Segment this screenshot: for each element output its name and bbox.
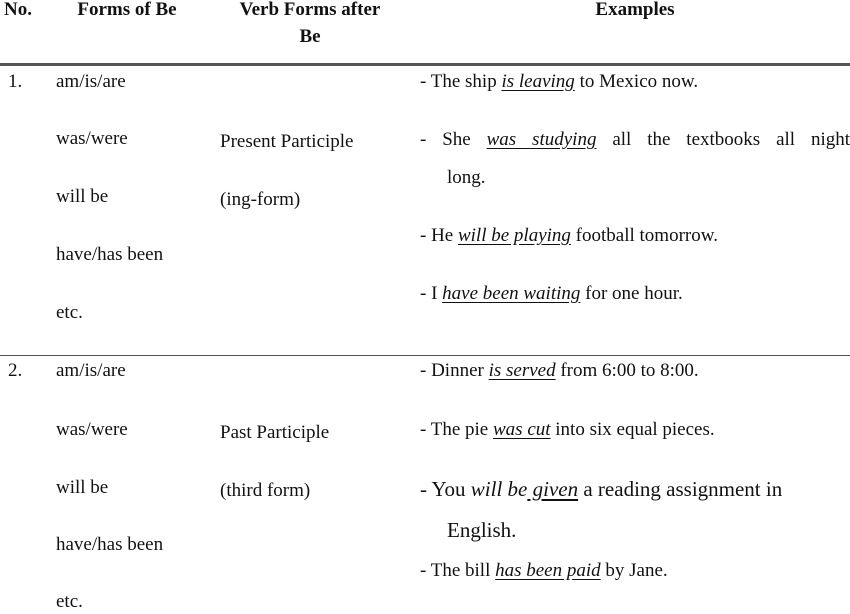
row-1-example-2: - She was studying all the textbooks all night <box>420 129 850 150</box>
row-2-verb-form-name: Past Participle <box>220 422 330 443</box>
row-2-form-1: am/is/are <box>56 360 126 381</box>
row-1-form-5: etc. <box>56 302 83 323</box>
row-2-example-3-continued: English. <box>447 518 517 542</box>
row-2-verb-form-desc: (third form) <box>220 480 311 501</box>
verb-phrase: given <box>527 477 579 501</box>
row-2-form-3: will be <box>56 477 109 498</box>
row-2-example-1: - Dinner is served from 6:00 to 8:00. <box>420 360 699 381</box>
header-forms-of-be: Forms of Be <box>77 0 177 20</box>
row-2-form-5: etc. <box>56 591 83 612</box>
row-1-example-4: - I have been waiting for one hour. <box>420 283 683 304</box>
row-2-number: 2. <box>8 360 23 381</box>
header-verb-forms-line1: Verb Forms after <box>239 0 381 20</box>
row-2-form-4: have/has been <box>56 534 164 555</box>
verb-phrase: is leaving <box>501 71 575 92</box>
row-1-form-2: was/were <box>56 128 128 149</box>
verb-phrase: will be playing <box>457 225 571 246</box>
row-1-example-2-continued: long. <box>447 167 486 188</box>
row-2-example-3: - You will be given a reading assignment in <box>420 477 783 501</box>
row-1-form-3: will be <box>56 186 109 207</box>
header-no: No. <box>4 0 32 20</box>
row-divider <box>0 355 850 356</box>
row-1-example-3: - He will be playing football tomorrow. <box>420 225 718 246</box>
header-divider <box>0 63 850 66</box>
verb-phrase: is served <box>488 360 556 381</box>
verb-phrase: has been paid <box>495 560 601 581</box>
verb-phrase-aux: will be <box>470 477 528 501</box>
row-1-form-4: have/has been <box>56 244 164 265</box>
row-2-example-4: - The bill has been paid by Jane. <box>420 560 668 581</box>
verb-phrase: was cut <box>493 419 551 440</box>
verb-phrase: have been waiting <box>442 283 581 304</box>
row-2-form-2: was/were <box>56 419 128 440</box>
row-2-example-2: - The pie was cut into six equal pieces. <box>420 419 715 440</box>
row-1-number: 1. <box>8 71 23 92</box>
row-1-example-1: - The ship is leaving to Mexico now. <box>420 71 699 92</box>
row-1-verb-form-desc: (ing-form) <box>220 189 301 210</box>
verb-phrase: was studying <box>486 129 597 150</box>
header-examples: Examples <box>595 0 675 20</box>
row-1-form-1: am/is/are <box>56 71 126 92</box>
row-1-verb-form-name: Present Participle <box>220 131 354 152</box>
header-verb-forms-line2: Be <box>299 26 321 47</box>
